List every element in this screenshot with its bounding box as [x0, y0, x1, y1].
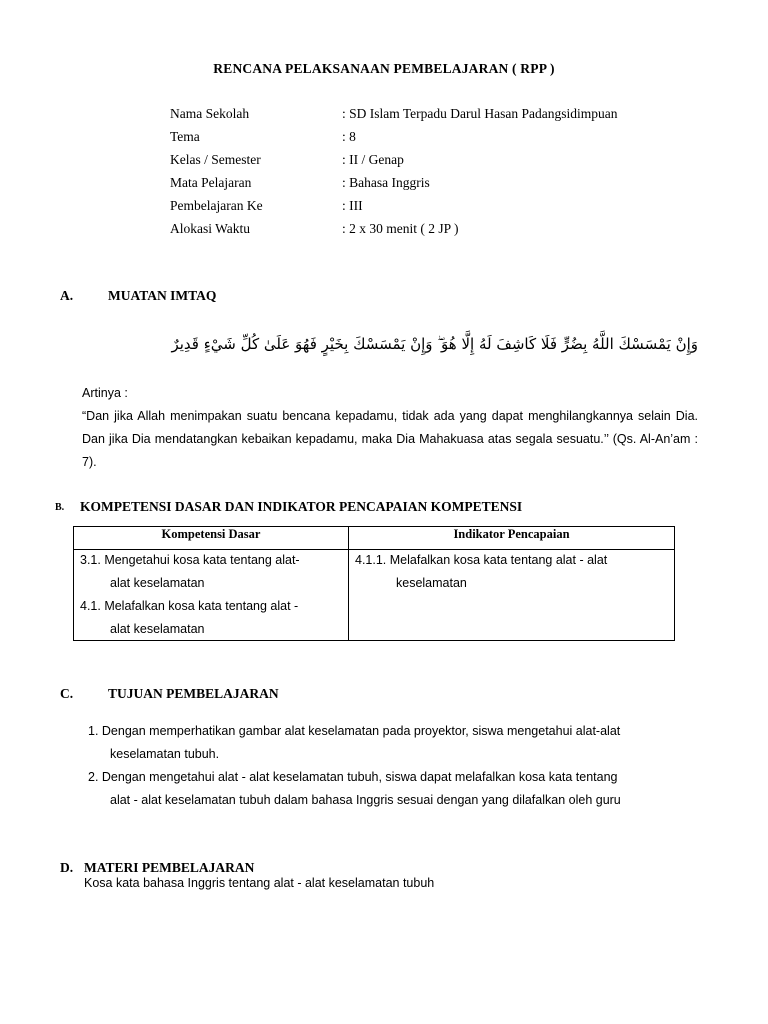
kd-cell — [74, 550, 349, 641]
identity-value: : Bahasa Inggris — [342, 175, 430, 190]
identity-label: Alokasi Waktu — [170, 221, 251, 236]
indicator-cell — [349, 550, 675, 641]
indicator-line: 4.1.1. Melafalkan kosa kata tentang alat - alat — [355, 553, 608, 567]
table-row — [74, 550, 675, 641]
identity-row-theme — [170, 129, 690, 149]
identity-label: Kelas / Semester — [170, 152, 261, 167]
column-header-indicator: Indikator Pencapaian — [349, 527, 675, 550]
section-c-letter: C. — [60, 686, 74, 701]
column-header-kd: Kompetensi Dasar — [74, 527, 349, 550]
kd-line: alat keselamatan — [110, 576, 205, 590]
identity-row-lesson — [170, 198, 690, 218]
identity-row-school — [170, 106, 690, 126]
section-c-title: TUJUAN PEMBELAJARAN — [108, 686, 279, 701]
section-b-letter: B. — [55, 502, 65, 513]
identity-label: Pembelajaran Ke — [170, 198, 263, 213]
identity-label: Tema — [170, 129, 200, 144]
identity-label: Nama Sekolah — [170, 106, 250, 121]
table-header-row — [74, 527, 675, 550]
competency-table — [73, 526, 675, 641]
section-a-letter: A. — [60, 288, 74, 303]
identity-label: Mata Pelajaran — [170, 175, 252, 190]
objective-item: 1. Dengan memperhatikan gambar alat keselamatan pada proyektor, siswa mengetahui alat-alat — [88, 724, 621, 738]
identity-value: : 2 x 30 menit ( 2 JP ) — [342, 221, 459, 236]
identity-row-time — [170, 221, 690, 241]
kd-line: 3.1. Mengetahui kosa kata tentang alat- — [80, 553, 300, 567]
objective-item-continuation: keselamatan tubuh. — [110, 747, 220, 761]
identity-value: : SD Islam Terpadu Darul Hasan Padangsidimpuan — [342, 106, 618, 121]
kd-line: 4.1. Melafalkan kosa kata tentang alat - — [80, 599, 299, 613]
section-b-title: KOMPETENSI DASAR DAN INDIKATOR PENCAPAIAN KOMPETENSI — [80, 499, 523, 514]
objectives-list — [88, 724, 688, 814]
identity-block — [170, 106, 690, 246]
identity-value: : II / Genap — [342, 152, 404, 167]
objective-item-continuation: alat - alat keselamatan tubuh dalam bahasa Inggris sesuai dengan yang dilafalkan oleh guru — [110, 793, 621, 807]
artinya-label: Artinya : — [82, 386, 128, 400]
arabic-verse: وَإِنْ يَمْسَسْكَ اللَّهُ بِضُرٍّ فَلَا كَاشِفَ لَهُ إِلَّا هُوَ ۖ وَإِنْ يَمْسَسْكَ بِخَيْرٍ فَهُوَ عَلَىٰ كُلِّ شَيْءٍ قَدِيرٌ — [171, 335, 698, 353]
section-d-letter: D. — [60, 860, 74, 875]
artinya-text: “Dan jika Allah menimpakan suatu bencana kepadamu, tidak ada yang dapat menghilangkannya selain Dia. Dan jika Dia mendatangkan kebaikan kepadamu, maka Dia Mahakuasa atas segala sesuatu.’’ (Qs. Al-An’am : 7). — [82, 409, 698, 469]
document-title: RENCANA PELAKSANAAN PEMBELAJARAN ( RPP ) — [213, 61, 555, 76]
section-d-title: MATERI PEMBELAJARAN — [84, 860, 255, 875]
section-a-title: MUATAN IMTAQ — [108, 288, 217, 303]
identity-row-subject — [170, 175, 690, 195]
objective-item: 2. Dengan mengetahui alat - alat keselamatan tubuh, siswa dapat melafalkan kosa kata tentang — [88, 770, 618, 784]
indicator-line: keselamatan — [396, 576, 467, 590]
identity-row-class — [170, 152, 690, 172]
identity-value: : 8 — [342, 129, 356, 144]
material-text: Kosa kata bahasa Inggris tentang alat - alat keselamatan tubuh — [84, 876, 435, 890]
kd-line: alat keselamatan — [110, 622, 205, 636]
identity-value: : III — [342, 198, 363, 213]
